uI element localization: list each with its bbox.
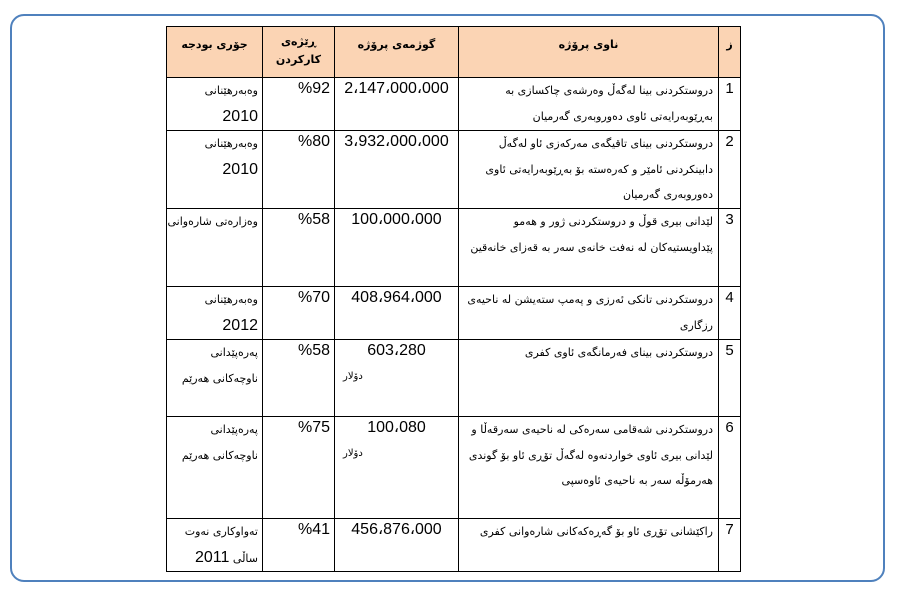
budget-type (167, 519, 263, 572)
row-number: 2 (719, 131, 741, 209)
project-name: لێدانی بیری قوڵ و دروستکردنی ژور و هەمو پێداویستیەکان لە نەفت خانەی سەر بە قەزای خانەقین (459, 209, 719, 287)
work-percentage: %92 (263, 78, 335, 131)
row-number: 6 (719, 417, 741, 519)
budget-type-label: پەرەپێدانی ناوچەکانی هەرێم (181, 346, 258, 385)
work-percentage: %58 (263, 340, 335, 417)
budget-type-label: وەبەرهێنانی (204, 137, 258, 150)
row-number: 4 (719, 287, 741, 340)
table-row (167, 417, 741, 519)
project-cost (335, 209, 459, 287)
project-name: دروستکردنی تانکی ئەرزی و پەمپ ستەیشن لە ناحیەی رزگاری (459, 287, 719, 340)
cost-unit: دۆلار (343, 448, 363, 459)
project-name: دروستکردنی بینای فەرمانگەی ئاوی کفری (459, 340, 719, 417)
budget-year: 2010 (222, 160, 258, 178)
cost-value: 2،147،000،000 (344, 80, 449, 97)
budget-year: 2012 (222, 316, 258, 334)
projects-table (166, 26, 741, 572)
cost-value: 3،932،000،000 (344, 133, 449, 150)
cost-value: 100،080 (367, 419, 426, 436)
budget-type (167, 131, 263, 209)
work-percentage: %70 (263, 287, 335, 340)
project-cost (335, 287, 459, 340)
cost-value: 408،964،000 (351, 289, 442, 306)
row-number: 7 (719, 519, 741, 572)
cost-unit: دۆلار (343, 371, 363, 382)
table-row (167, 287, 741, 340)
work-percentage: %80 (263, 131, 335, 209)
budget-type (167, 78, 263, 131)
work-percentage: %41 (263, 519, 335, 572)
budget-type (167, 417, 263, 519)
budget-type (167, 287, 263, 340)
work-percentage: %58 (263, 209, 335, 287)
header-type: جۆری بودجە (167, 27, 263, 78)
project-cost (335, 78, 459, 131)
row-number: 1 (719, 78, 741, 131)
work-percentage: %75 (263, 417, 335, 519)
project-cost (335, 340, 459, 417)
table-row (167, 340, 741, 417)
table-header-row (167, 27, 741, 78)
budget-type-label: وەزارەتی شارەوانی (167, 215, 258, 228)
project-name: راکێشانی تۆڕی ئاو بۆ گەڕەکەکانی شارەوانی کفری (459, 519, 719, 572)
header-name: ناوی پرۆژە (459, 27, 719, 78)
table-row (167, 519, 741, 572)
budget-type-label: تەواوکاری نەوت ساڵی (184, 525, 258, 565)
budget-year: 2011 (195, 548, 230, 566)
project-name: دروستکردنی بینای تاقیگەی مەرکەزی ئاو لەگەڵ دابینکردنی ئامێر و کەرەستە بۆ بەڕێوبەرایەتی ئاوی دەوروبەری گەرمیان (459, 131, 719, 209)
cost-value: 603،280 (367, 342, 426, 359)
budget-year: 2010 (222, 107, 258, 125)
budget-type-label: پەرەپێدانی ناوچەکانی هەرێم (181, 423, 258, 462)
project-cost (335, 417, 459, 519)
header-pct-line1: ڕێژەی (280, 35, 317, 48)
table-row (167, 78, 741, 131)
budget-type-label: وەبەرهێنانی (204, 84, 258, 97)
project-cost (335, 131, 459, 209)
row-number: 5 (719, 340, 741, 417)
header-cost: گوژمەی پرۆژە (335, 27, 459, 78)
header-num: ز (719, 27, 741, 78)
cost-value: 100،000،000 (351, 211, 442, 228)
budget-type (167, 340, 263, 417)
cost-value: 456،876،000 (351, 521, 442, 538)
budget-type-label: وەبەرهێنانی (204, 293, 258, 306)
budget-type (167, 209, 263, 287)
header-pct (263, 27, 335, 78)
project-name: دروستکردنی بینا لەگەڵ وەرشەی چاکسازی بە بەڕێوبەرایەتی ئاوی دەوروبەری گەرمیان (459, 78, 719, 131)
table-row (167, 209, 741, 287)
row-number: 3 (719, 209, 741, 287)
project-cost (335, 519, 459, 572)
project-name: دروستکردنی شەقامی سەرەکی لە ناحیەی سەرقەڵا و لێدانی بیری ئاوی خواردنەوە لەگەڵ تۆڕی ئاو بۆ گوندی هەرمۆڵە سەر بە ناحیەی ئاوەسپی (459, 417, 719, 519)
table-row (167, 131, 741, 209)
header-pct-line2: کارکردن (275, 53, 322, 66)
